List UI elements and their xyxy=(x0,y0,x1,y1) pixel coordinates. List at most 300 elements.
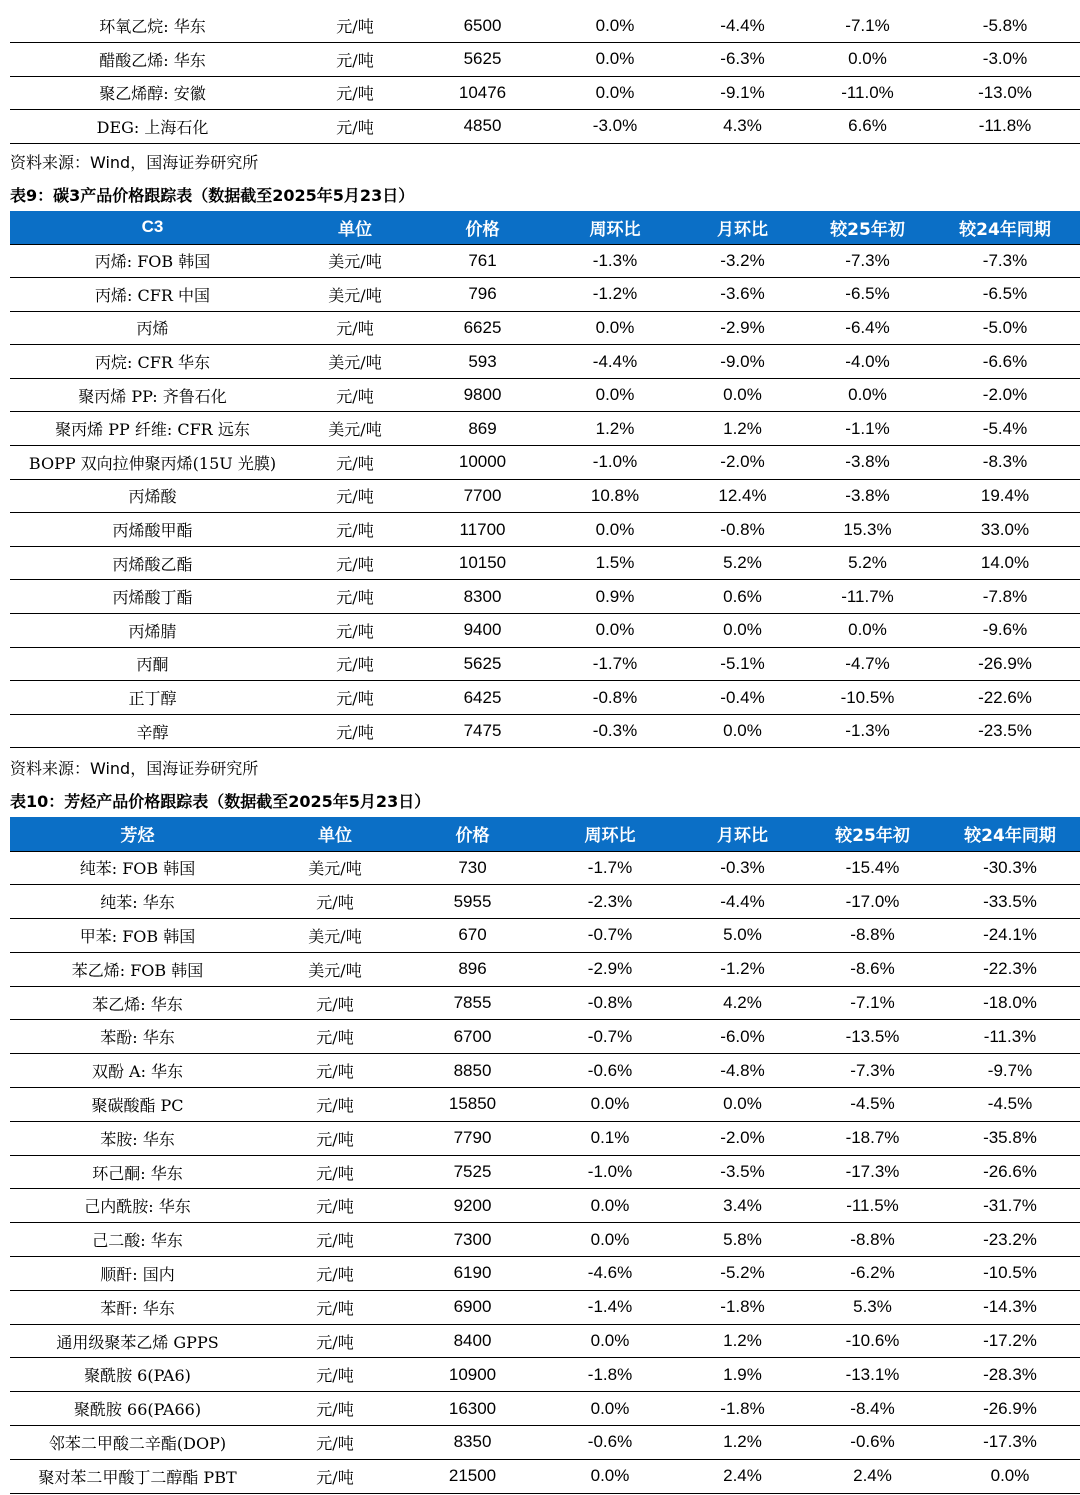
wow-change-cell: -1.2% xyxy=(550,278,680,312)
mom-change-cell: 2.4% xyxy=(680,1459,805,1493)
wow-change-cell: 0.0% xyxy=(550,76,680,110)
top-partial-table xyxy=(10,9,1080,144)
mom-change-cell: -0.8% xyxy=(680,513,805,547)
ytd-change-cell: -11.5% xyxy=(805,1189,940,1223)
unit-cell: 元/吨 xyxy=(295,378,415,412)
yoy-change-cell: -26.9% xyxy=(930,647,1080,681)
table-row xyxy=(10,378,1080,412)
table-row xyxy=(10,446,1080,480)
mom-change-cell: -2.0% xyxy=(680,446,805,480)
mom-change-cell: 12.4% xyxy=(680,479,805,513)
ytd-change-cell: -11.7% xyxy=(805,580,930,614)
col-header-yoy: 较24年同期 xyxy=(930,211,1080,244)
yoy-change-cell: -35.8% xyxy=(940,1121,1080,1155)
unit-cell: 元/吨 xyxy=(265,1121,405,1155)
mom-change-cell: 5.2% xyxy=(680,546,805,580)
unit-cell: 美元/吨 xyxy=(295,278,415,312)
ytd-change-cell: -10.6% xyxy=(805,1324,940,1358)
col-header-ytd: 较25年初 xyxy=(805,817,940,851)
unit-cell: 元/吨 xyxy=(295,479,415,513)
yoy-change-cell: -33.5% xyxy=(940,885,1080,919)
mom-change-cell: 0.0% xyxy=(680,1088,805,1122)
table10-title: 表10：芳烃产品价格跟踪表（数据截至2025年5月23日） xyxy=(10,792,431,811)
mom-change-cell: 5.0% xyxy=(680,919,805,953)
price-cell: 7525 xyxy=(405,1155,540,1189)
source-note: 资料来源：Wind，国海证券研究所 xyxy=(10,153,259,172)
product-name-cell: 聚酰胺 66(PA66) xyxy=(10,1392,265,1426)
unit-cell: 元/吨 xyxy=(265,1358,405,1392)
price-cell: 7790 xyxy=(405,1121,540,1155)
ytd-change-cell: -18.7% xyxy=(805,1121,940,1155)
unit-cell: 美元/吨 xyxy=(295,244,415,278)
ytd-change-cell: -0.6% xyxy=(805,1426,940,1460)
ytd-change-cell: -6.5% xyxy=(805,278,930,312)
ytd-change-cell: -1.3% xyxy=(805,714,930,748)
ytd-change-cell: -4.0% xyxy=(805,345,930,379)
table-row xyxy=(10,1155,1080,1189)
table-row xyxy=(10,76,1080,110)
table-row xyxy=(10,1223,1080,1257)
product-name-cell: 正丁醇 xyxy=(10,681,295,715)
wow-change-cell: 0.0% xyxy=(540,1189,680,1223)
price-cell: 6500 xyxy=(415,9,550,43)
yoy-change-cell: -30.3% xyxy=(940,851,1080,885)
price-cell: 6425 xyxy=(415,681,550,715)
wow-change-cell: -0.7% xyxy=(540,1020,680,1054)
mom-change-cell: -4.4% xyxy=(680,885,805,919)
price-cell: 8350 xyxy=(405,1426,540,1460)
wow-change-cell: -1.0% xyxy=(550,446,680,480)
yoy-change-cell: -7.8% xyxy=(930,580,1080,614)
table-row xyxy=(10,1459,1080,1493)
ytd-change-cell: 5.3% xyxy=(805,1290,940,1324)
mom-change-cell: 1.9% xyxy=(680,1358,805,1392)
wow-change-cell: -0.6% xyxy=(540,1426,680,1460)
product-name-cell: 丙烯腈 xyxy=(10,614,295,648)
top-table-bottom-rule xyxy=(10,143,1080,144)
ytd-change-cell: -13.5% xyxy=(805,1020,940,1054)
table-row xyxy=(10,43,1080,77)
price-cell: 6190 xyxy=(405,1257,540,1291)
mom-change-cell: -3.6% xyxy=(680,278,805,312)
table-header-row xyxy=(10,817,1080,851)
yoy-change-cell: -17.2% xyxy=(940,1324,1080,1358)
table-row xyxy=(10,278,1080,312)
yoy-change-cell: -28.3% xyxy=(940,1358,1080,1392)
price-cell: 4850 xyxy=(415,110,550,144)
table-row xyxy=(10,244,1080,278)
table-row xyxy=(10,681,1080,715)
product-name-cell: 环氧乙烷: 华东 xyxy=(10,9,295,43)
product-name-cell: 苯乙烯: FOB 韩国 xyxy=(10,952,265,986)
unit-cell: 元/吨 xyxy=(295,9,415,43)
yoy-change-cell: -17.3% xyxy=(940,1426,1080,1460)
yoy-change-cell: 19.4% xyxy=(930,479,1080,513)
price-cell: 5625 xyxy=(415,647,550,681)
table-row xyxy=(10,647,1080,681)
yoy-change-cell: -18.0% xyxy=(940,986,1080,1020)
yoy-change-cell: -31.7% xyxy=(940,1189,1080,1223)
table-header-row xyxy=(10,211,1080,244)
col-header-wow: 周环比 xyxy=(540,817,680,851)
unit-cell: 元/吨 xyxy=(295,714,415,748)
price-cell: 9800 xyxy=(415,378,550,412)
mom-change-cell: -9.0% xyxy=(680,345,805,379)
c3-price-table xyxy=(10,211,1080,748)
unit-cell: 元/吨 xyxy=(265,1257,405,1291)
price-cell: 7300 xyxy=(405,1223,540,1257)
ytd-change-cell: -17.3% xyxy=(805,1155,940,1189)
mom-change-cell: -0.4% xyxy=(680,681,805,715)
unit-cell: 元/吨 xyxy=(295,681,415,715)
unit-cell: 元/吨 xyxy=(265,1020,405,1054)
yoy-change-cell: -3.0% xyxy=(930,43,1080,77)
wow-change-cell: 1.2% xyxy=(550,412,680,446)
price-cell: 796 xyxy=(415,278,550,312)
product-name-cell: 聚乙烯醇: 安徽 xyxy=(10,76,295,110)
table-row xyxy=(10,714,1080,748)
unit-cell: 元/吨 xyxy=(265,1392,405,1426)
price-cell: 10900 xyxy=(405,1358,540,1392)
table-row xyxy=(10,513,1080,547)
ytd-change-cell: -7.3% xyxy=(805,244,930,278)
product-name-cell: 丙烯酸 xyxy=(10,479,295,513)
ytd-change-cell: -3.8% xyxy=(805,446,930,480)
wow-change-cell: -0.8% xyxy=(540,986,680,1020)
price-cell: 8400 xyxy=(405,1324,540,1358)
yoy-change-cell: -11.8% xyxy=(930,110,1080,144)
unit-cell: 元/吨 xyxy=(265,1324,405,1358)
product-name-cell: 丙烯 xyxy=(10,311,295,345)
yoy-change-cell: -11.3% xyxy=(940,1020,1080,1054)
table-row xyxy=(10,412,1080,446)
table-row xyxy=(10,1020,1080,1054)
yoy-change-cell: -6.5% xyxy=(930,278,1080,312)
mom-change-cell: -6.0% xyxy=(680,1020,805,1054)
unit-cell: 元/吨 xyxy=(295,614,415,648)
price-cell: 21500 xyxy=(405,1459,540,1493)
yoy-change-cell: -10.5% xyxy=(940,1257,1080,1291)
wow-change-cell: -4.4% xyxy=(550,345,680,379)
price-cell: 7475 xyxy=(415,714,550,748)
table-row xyxy=(10,1189,1080,1223)
price-cell: 10150 xyxy=(415,546,550,580)
unit-cell: 元/吨 xyxy=(265,986,405,1020)
table-row xyxy=(10,1290,1080,1324)
wow-change-cell: 0.0% xyxy=(550,311,680,345)
table-row xyxy=(10,580,1080,614)
product-name-cell: 苯胺: 华东 xyxy=(10,1121,265,1155)
ytd-change-cell: -4.7% xyxy=(805,647,930,681)
yoy-change-cell: -13.0% xyxy=(930,76,1080,110)
wow-change-cell: 0.9% xyxy=(550,580,680,614)
wow-change-cell: 1.5% xyxy=(550,546,680,580)
ytd-change-cell: -8.8% xyxy=(805,919,940,953)
source-note: 资料来源：Wind，国海证券研究所 xyxy=(10,759,259,778)
price-cell: 9200 xyxy=(405,1189,540,1223)
table-row xyxy=(10,311,1080,345)
unit-cell: 元/吨 xyxy=(295,76,415,110)
col-header-product: 芳烃 xyxy=(10,817,265,851)
product-name-cell: 己二酸: 华东 xyxy=(10,1223,265,1257)
table9-title: 表9：碳3产品价格跟踪表（数据截至2025年5月23日） xyxy=(10,186,415,205)
wow-change-cell: -4.6% xyxy=(540,1257,680,1291)
ytd-change-cell: -3.8% xyxy=(805,479,930,513)
unit-cell: 元/吨 xyxy=(295,513,415,547)
wow-change-cell: 0.0% xyxy=(540,1223,680,1257)
table-row xyxy=(10,919,1080,953)
col-header-ytd: 较25年初 xyxy=(805,211,930,244)
price-cell: 593 xyxy=(415,345,550,379)
col-header-unit: 单位 xyxy=(265,817,405,851)
product-name-cell: 聚对苯二甲酸丁二醇酯 PBT xyxy=(10,1459,265,1493)
table-row xyxy=(10,885,1080,919)
price-cell: 670 xyxy=(405,919,540,953)
ytd-change-cell: -8.8% xyxy=(805,1223,940,1257)
ytd-change-cell: -17.0% xyxy=(805,885,940,919)
mom-change-cell: 3.4% xyxy=(680,1189,805,1223)
wow-change-cell: 0.0% xyxy=(550,43,680,77)
col-header-unit: 单位 xyxy=(295,211,415,244)
product-name-cell: 纯苯: FOB 韩国 xyxy=(10,851,265,885)
product-name-cell: 环己酮: 华东 xyxy=(10,1155,265,1189)
col-header-price: 价格 xyxy=(415,211,550,244)
product-name-cell: 丙烯: CFR 中国 xyxy=(10,278,295,312)
unit-cell: 元/吨 xyxy=(265,1459,405,1493)
mom-change-cell: 0.0% xyxy=(680,378,805,412)
unit-cell: 元/吨 xyxy=(265,1223,405,1257)
price-cell: 5625 xyxy=(415,43,550,77)
yoy-change-cell: 33.0% xyxy=(930,513,1080,547)
wow-change-cell: 10.8% xyxy=(550,479,680,513)
table-row xyxy=(10,1257,1080,1291)
table-row xyxy=(10,952,1080,986)
mom-change-cell: -1.8% xyxy=(680,1392,805,1426)
ytd-change-cell: -8.4% xyxy=(805,1392,940,1426)
yoy-change-cell: -6.6% xyxy=(930,345,1080,379)
ytd-change-cell: 5.2% xyxy=(805,546,930,580)
table-row xyxy=(10,1324,1080,1358)
ytd-change-cell: -11.0% xyxy=(805,76,930,110)
ytd-change-cell: -8.6% xyxy=(805,952,940,986)
unit-cell: 元/吨 xyxy=(295,446,415,480)
mom-change-cell: -0.3% xyxy=(680,851,805,885)
col-header-yoy: 较24年同期 xyxy=(940,817,1080,851)
unit-cell: 美元/吨 xyxy=(265,851,405,885)
ytd-change-cell: 2.4% xyxy=(805,1459,940,1493)
unit-cell: 元/吨 xyxy=(265,885,405,919)
mom-change-cell: 4.3% xyxy=(680,110,805,144)
col-header-wow: 周环比 xyxy=(550,211,680,244)
aromatics-table-body xyxy=(10,851,1080,1493)
product-name-cell: 丙酮 xyxy=(10,647,295,681)
price-cell: 16300 xyxy=(405,1392,540,1426)
price-cell: 10476 xyxy=(415,76,550,110)
wow-change-cell: -1.7% xyxy=(540,851,680,885)
price-cell: 5955 xyxy=(405,885,540,919)
yoy-change-cell: -2.0% xyxy=(930,378,1080,412)
yoy-change-cell: -22.6% xyxy=(930,681,1080,715)
yoy-change-cell: -5.0% xyxy=(930,311,1080,345)
product-name-cell: 丙烷: CFR 华东 xyxy=(10,345,295,379)
product-name-cell: 顺酐: 国内 xyxy=(10,1257,265,1291)
mom-change-cell: -2.0% xyxy=(680,1121,805,1155)
product-name-cell: 己内酰胺: 华东 xyxy=(10,1189,265,1223)
yoy-change-cell: -14.3% xyxy=(940,1290,1080,1324)
ytd-change-cell: 15.3% xyxy=(805,513,930,547)
unit-cell: 美元/吨 xyxy=(265,919,405,953)
unit-cell: 美元/吨 xyxy=(295,412,415,446)
mom-change-cell: -5.1% xyxy=(680,647,805,681)
wow-change-cell: -0.3% xyxy=(550,714,680,748)
product-name-cell: BOPP 双向拉伸聚丙烯(15U 光膜) xyxy=(10,446,295,480)
wow-change-cell: 0.0% xyxy=(540,1088,680,1122)
ytd-change-cell: -6.2% xyxy=(805,1257,940,1291)
price-cell: 15850 xyxy=(405,1088,540,1122)
wow-change-cell: -1.4% xyxy=(540,1290,680,1324)
mom-change-cell: 5.8% xyxy=(680,1223,805,1257)
col-header-mom: 月环比 xyxy=(680,211,805,244)
table-row xyxy=(10,1358,1080,1392)
wow-change-cell: 0.0% xyxy=(550,378,680,412)
wow-change-cell: -2.9% xyxy=(540,952,680,986)
wow-change-cell: -2.3% xyxy=(540,885,680,919)
yoy-change-cell: -22.3% xyxy=(940,952,1080,986)
wow-change-cell: -0.8% xyxy=(550,681,680,715)
table-row xyxy=(10,345,1080,379)
price-cell: 9400 xyxy=(415,614,550,648)
product-name-cell: 聚丙烯 PP: 齐鲁石化 xyxy=(10,378,295,412)
col-header-price: 价格 xyxy=(405,817,540,851)
yoy-change-cell: -24.1% xyxy=(940,919,1080,953)
product-name-cell: 丙烯: FOB 韩国 xyxy=(10,244,295,278)
col-header-mom: 月环比 xyxy=(680,817,805,851)
unit-cell: 元/吨 xyxy=(265,1189,405,1223)
product-name-cell: 聚酰胺 6(PA6) xyxy=(10,1358,265,1392)
price-cell: 896 xyxy=(405,952,540,986)
mom-change-cell: 4.2% xyxy=(680,986,805,1020)
table-row xyxy=(10,614,1080,648)
mom-change-cell: 1.2% xyxy=(680,1324,805,1358)
yoy-change-cell: -26.6% xyxy=(940,1155,1080,1189)
price-cell: 8850 xyxy=(405,1054,540,1088)
table-row xyxy=(10,9,1080,43)
price-cell: 7855 xyxy=(405,986,540,1020)
wow-change-cell: 0.0% xyxy=(540,1392,680,1426)
mom-change-cell: 1.2% xyxy=(680,1426,805,1460)
mom-change-cell: 0.0% xyxy=(680,614,805,648)
wow-change-cell: -0.7% xyxy=(540,919,680,953)
table-row xyxy=(10,1121,1080,1155)
ytd-change-cell: -15.4% xyxy=(805,851,940,885)
table-row xyxy=(10,1392,1080,1426)
table-row xyxy=(10,479,1080,513)
table-row xyxy=(10,986,1080,1020)
product-name-cell: 双酚 A: 华东 xyxy=(10,1054,265,1088)
ytd-change-cell: -10.5% xyxy=(805,681,930,715)
ytd-change-cell: -7.3% xyxy=(805,1054,940,1088)
wow-change-cell: 0.0% xyxy=(540,1324,680,1358)
unit-cell: 元/吨 xyxy=(265,1290,405,1324)
ytd-change-cell: -1.1% xyxy=(805,412,930,446)
c3-table-body xyxy=(10,244,1080,748)
unit-cell: 元/吨 xyxy=(295,647,415,681)
price-cell: 730 xyxy=(405,851,540,885)
mom-change-cell: 0.0% xyxy=(680,714,805,748)
product-name-cell: 醋酸乙烯: 华东 xyxy=(10,43,295,77)
price-cell: 11700 xyxy=(415,513,550,547)
product-name-cell: 丙烯酸乙酯 xyxy=(10,546,295,580)
price-cell: 869 xyxy=(415,412,550,446)
mom-change-cell: -6.3% xyxy=(680,43,805,77)
wow-change-cell: 0.0% xyxy=(540,1459,680,1493)
price-cell: 8300 xyxy=(415,580,550,614)
ytd-change-cell: -7.1% xyxy=(805,986,940,1020)
unit-cell: 元/吨 xyxy=(265,1054,405,1088)
product-name-cell: 甲苯: FOB 韩国 xyxy=(10,919,265,953)
yoy-change-cell: -4.5% xyxy=(940,1088,1080,1122)
unit-cell: 元/吨 xyxy=(295,546,415,580)
price-cell: 7700 xyxy=(415,479,550,513)
unit-cell: 元/吨 xyxy=(295,311,415,345)
yoy-change-cell: 14.0% xyxy=(930,546,1080,580)
unit-cell: 美元/吨 xyxy=(265,952,405,986)
aromatics-price-table xyxy=(10,817,1080,1494)
product-name-cell: 聚碳酸酯 PC xyxy=(10,1088,265,1122)
mom-change-cell: -5.2% xyxy=(680,1257,805,1291)
product-name-cell: 通用级聚苯乙烯 GPPS xyxy=(10,1324,265,1358)
yoy-change-cell: -5.8% xyxy=(930,9,1080,43)
product-name-cell: 辛醇 xyxy=(10,714,295,748)
wow-change-cell: 0.0% xyxy=(550,513,680,547)
yoy-change-cell: 0.0% xyxy=(940,1459,1080,1493)
mom-change-cell: -3.2% xyxy=(680,244,805,278)
ytd-change-cell: -4.5% xyxy=(805,1088,940,1122)
mom-change-cell: -9.1% xyxy=(680,76,805,110)
unit-cell: 美元/吨 xyxy=(295,345,415,379)
price-cell: 6625 xyxy=(415,311,550,345)
mom-change-cell: -3.5% xyxy=(680,1155,805,1189)
mom-change-cell: -4.4% xyxy=(680,9,805,43)
product-name-cell: 苯乙烯: 华东 xyxy=(10,986,265,1020)
unit-cell: 元/吨 xyxy=(265,1088,405,1122)
price-cell: 6700 xyxy=(405,1020,540,1054)
ytd-change-cell: 0.0% xyxy=(805,43,930,77)
table-row xyxy=(10,110,1080,144)
product-name-cell: 聚丙烯 PP 纤维: CFR 远东 xyxy=(10,412,295,446)
table-row xyxy=(10,851,1080,885)
product-name-cell: 邻苯二甲酸二辛酯(DOP) xyxy=(10,1426,265,1460)
product-name-cell: DEG: 上海石化 xyxy=(10,110,295,144)
wow-change-cell: -1.3% xyxy=(550,244,680,278)
table-row xyxy=(10,1426,1080,1460)
product-name-cell: 苯酐: 华东 xyxy=(10,1290,265,1324)
price-cell: 761 xyxy=(415,244,550,278)
col-header-product: C3 xyxy=(10,211,295,244)
table-row xyxy=(10,1054,1080,1088)
yoy-change-cell: -7.3% xyxy=(930,244,1080,278)
ytd-change-cell: -13.1% xyxy=(805,1358,940,1392)
wow-change-cell: -1.8% xyxy=(540,1358,680,1392)
mom-change-cell: -2.9% xyxy=(680,311,805,345)
wow-change-cell: -1.7% xyxy=(550,647,680,681)
unit-cell: 元/吨 xyxy=(265,1426,405,1460)
ytd-change-cell: 0.0% xyxy=(805,378,930,412)
mom-change-cell: 1.2% xyxy=(680,412,805,446)
mom-change-cell: -1.8% xyxy=(680,1290,805,1324)
wow-change-cell: 0.0% xyxy=(550,614,680,648)
unit-cell: 元/吨 xyxy=(295,43,415,77)
